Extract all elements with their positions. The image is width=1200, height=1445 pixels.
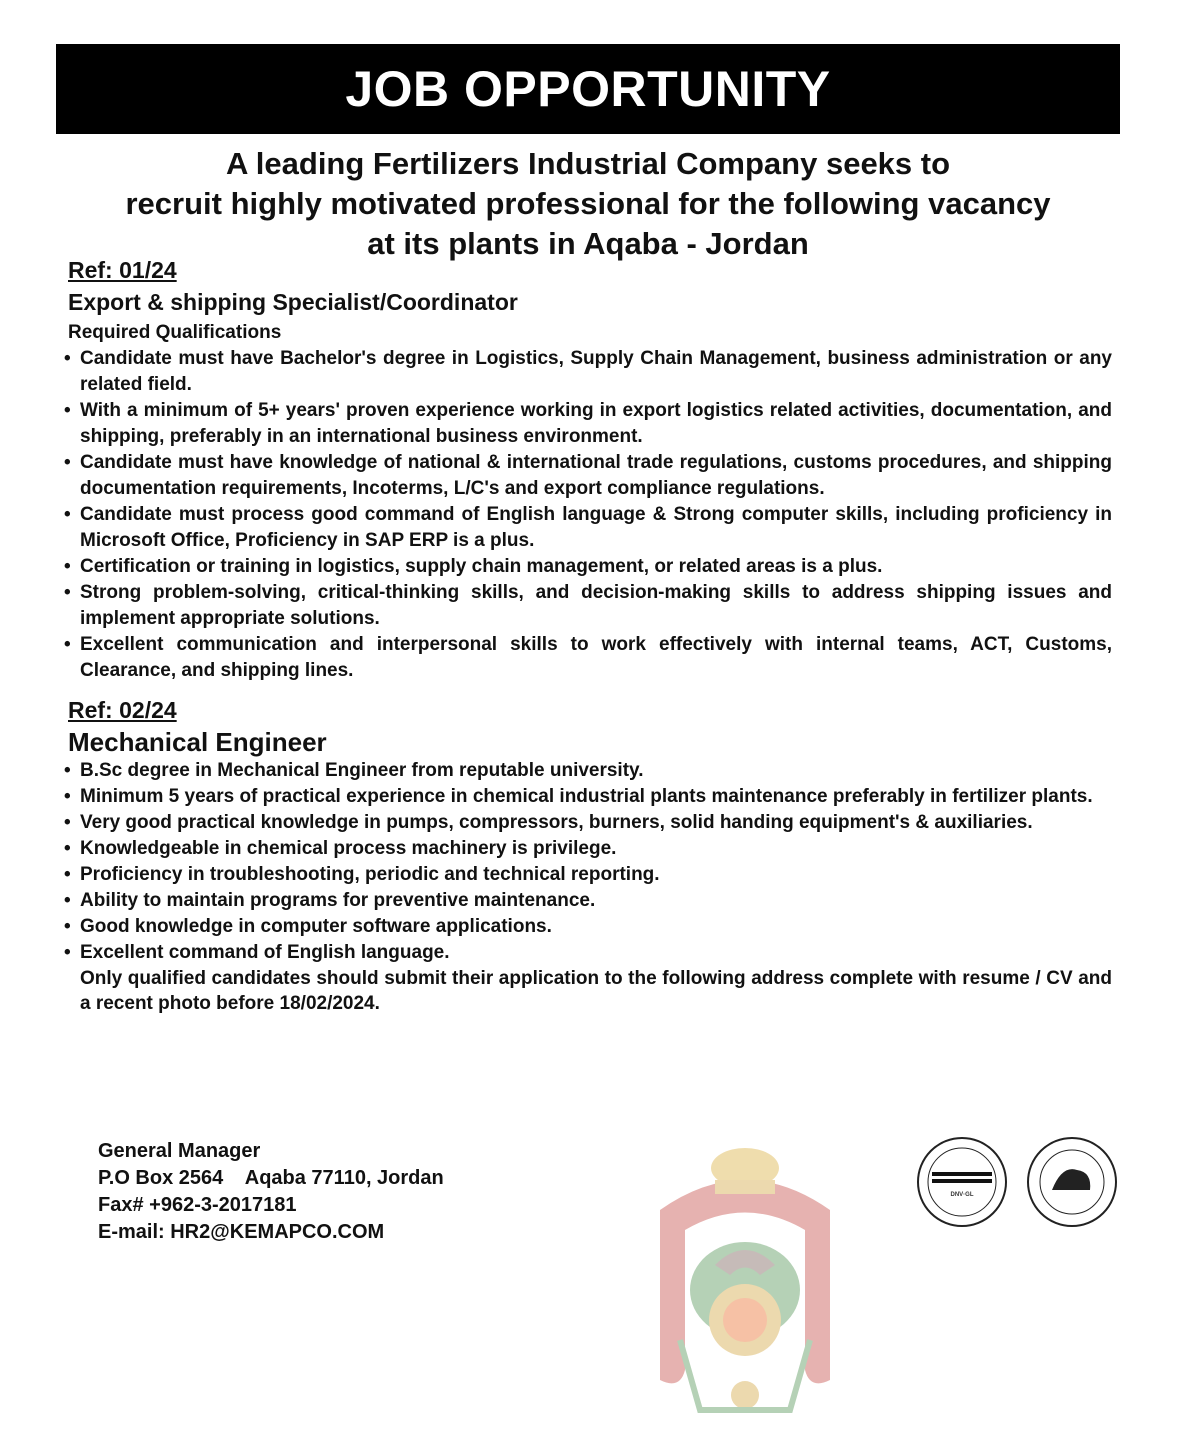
list-item: • Good knowledge in computer software applications.	[64, 914, 1112, 940]
list-item: • Excellent command of English language.	[64, 940, 1112, 966]
list-item: • B.Sc degree in Mechanical Engineer from reputable university.	[64, 758, 1112, 784]
list-item: • Minimum 5 years of practical experience in chemical industrial plants maintenance preferably in fertilizer plants.	[64, 784, 1112, 810]
contact-fax: Fax# +962-3-2017181	[98, 1194, 297, 1216]
list-item: • Candidate must have knowledge of national & international trade regulations, customs procedures, and shipping documentation requirements, Incoterms, L/C's and export compliance regulations.	[64, 450, 1112, 502]
job1-requirements	[64, 346, 1112, 684]
job1-ref: Ref: 01/24	[68, 257, 177, 283]
coat-of-arms-watermark	[630, 1140, 860, 1430]
contact-name: General Manager	[98, 1140, 261, 1162]
intro-heading	[56, 144, 1120, 264]
list-item: • Ability to maintain programs for preventive maintenance.	[64, 888, 1112, 914]
contact-po-box: P.O Box 2564 Aqaba 77110, Jordan	[98, 1167, 444, 1189]
job-listings	[64, 256, 1112, 1016]
contact-block	[98, 1138, 444, 1246]
intro-line-2: recruit highly motivated professional for the following vacancy	[125, 186, 1051, 221]
intro-line-1: A leading Fertilizers Industrial Company seeks to	[225, 146, 951, 181]
job2-ref: Ref: 02/24	[68, 697, 177, 723]
dnv-gl-label: DNV·GL	[950, 1192, 974, 1198]
list-item: • Proficiency in troubleshooting, periodic and technical reporting.	[64, 862, 1112, 888]
certification-seals	[912, 1130, 1122, 1230]
list-item: • With a minimum of 5+ years' proven experience working in export logistics related activities, documentation, and shipping, preferably in an international business environment.	[64, 398, 1112, 450]
list-item: • Strong problem-solving, critical-thinking skills, and decision-making skills to address shipping issues and implement appropriate solutions.	[64, 580, 1112, 632]
section-gap	[64, 684, 1112, 696]
application-instructions: Only qualified candidates should submit their application to the following address complete with resume / CV and a recent photo before 18/02/2024.	[80, 968, 1112, 1014]
job2-title: Mechanical Engineer	[68, 727, 327, 757]
intro-line-3: at its plants in Aqaba - Jordan	[367, 226, 809, 261]
list-item: • Candidate must process good command of English language & Strong computer skills, including proficiency in Microsoft Office, Proficiency in SAP ERP is a plus.	[64, 502, 1112, 554]
header-banner	[56, 44, 1120, 134]
job1-title: Export & shipping Specialist/Coordinator	[68, 289, 518, 315]
list-item: • Knowledgeable in chemical process machinery is privilege.	[64, 836, 1112, 862]
contact-email: E-mail: HR2@KEMAPCO.COM	[98, 1221, 385, 1243]
list-item: • Candidate must have Bachelor's degree in Logistics, Supply Chain Management, business administration or any related field.	[64, 346, 1112, 398]
list-item: • Certification or training in logistics, supply chain management, or related areas is a plus.	[64, 554, 1112, 580]
job1-subhead: Required Qualifications	[68, 322, 282, 343]
list-item: • Very good practical knowledge in pumps, compressors, burners, solid handing equipment's & auxiliaries.	[64, 810, 1112, 836]
list-item: • Excellent communication and interpersonal skills to work effectively with internal teams, ACT, Customs, Clearance, and shipping lines.	[64, 632, 1112, 684]
page-title: JOB OPPORTUNITY	[345, 61, 831, 117]
job2-requirements	[64, 758, 1112, 966]
